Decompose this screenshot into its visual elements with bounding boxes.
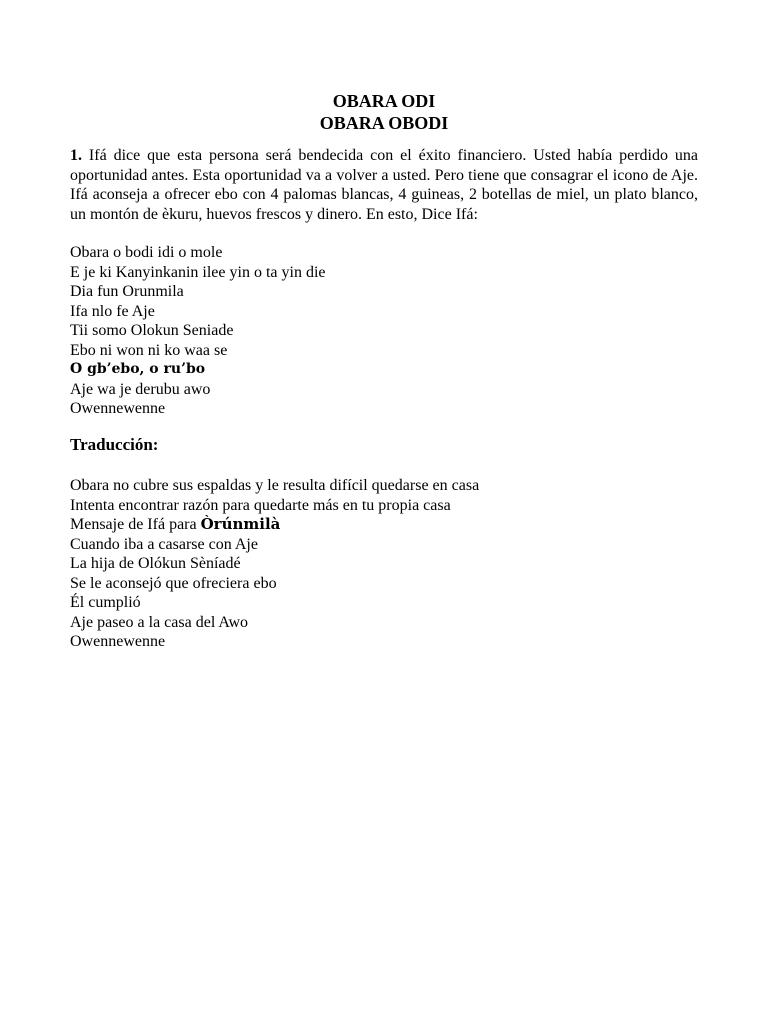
verse-line: Dia fun Orunmila (70, 283, 184, 300)
verse-line: Owennewenne (70, 400, 166, 417)
body-paragraph (70, 146, 698, 224)
verse-line: E je ki Kanyinkanin ilee yin o ta yin die (70, 263, 326, 281)
translation-heading: Traducción: (70, 434, 159, 454)
translation-line (70, 515, 698, 535)
translation-block (70, 476, 698, 652)
translation-line: Owennewenne (70, 633, 166, 650)
verse-line: Obara o bodi idi o mole (70, 244, 223, 261)
paragraph-number: 1. (70, 147, 82, 164)
verse-block (70, 243, 698, 419)
verse-line: O gb’ebo, o ru’bo (70, 361, 206, 377)
verse-line: Tii somo Olokun Seniade (70, 322, 234, 339)
verse-line: Ebo ni won ni ko waa se (70, 341, 228, 359)
translation-line-prefix: Mensaje de Ifá para (70, 516, 201, 533)
document-subtitle: OBARA OBODI (319, 113, 449, 133)
translation-line: Obara no cubre sus espaldas y le resulta difícil quedarse en casa (70, 477, 480, 494)
translation-line: Él cumplió (70, 594, 141, 611)
translation-line: Aje paseo a la casa del Awo (70, 613, 249, 631)
translation-line: La hija de Olókun Sèníadé (70, 555, 241, 572)
translation-line: Intenta encontrar razón para quedarte más en tu propia casa (70, 496, 451, 514)
paragraph-text: Ifá dice que esta persona será bendecida con el éxito financiero. Usted había perdido una oportunidad antes. Esta oportunidad va a volver a usted. Pero tiene que consagrar el icono de Aje. Ifá aconseja a ofrecer ebo con 4 palomas blancas, 4 guineas, 2 botellas de miel, un plato blanco, un montón de èkuru, huevos frescos y dinero. En esto, Dice Ifá: (70, 147, 698, 223)
translation-line: Se le aconsejó que ofreciera ebo (70, 574, 277, 592)
verse-line: Aje wa je derubu awo (70, 380, 211, 398)
verse-line: Ifa nlo fe Aje (70, 302, 155, 320)
title-block (70, 90, 698, 134)
orunmila-name: Òrúnmilà (200, 515, 281, 533)
document-page (70, 90, 698, 652)
translation-line: Cuando iba a casarse con Aje (70, 535, 258, 553)
document-title: OBARA ODI (332, 91, 436, 111)
